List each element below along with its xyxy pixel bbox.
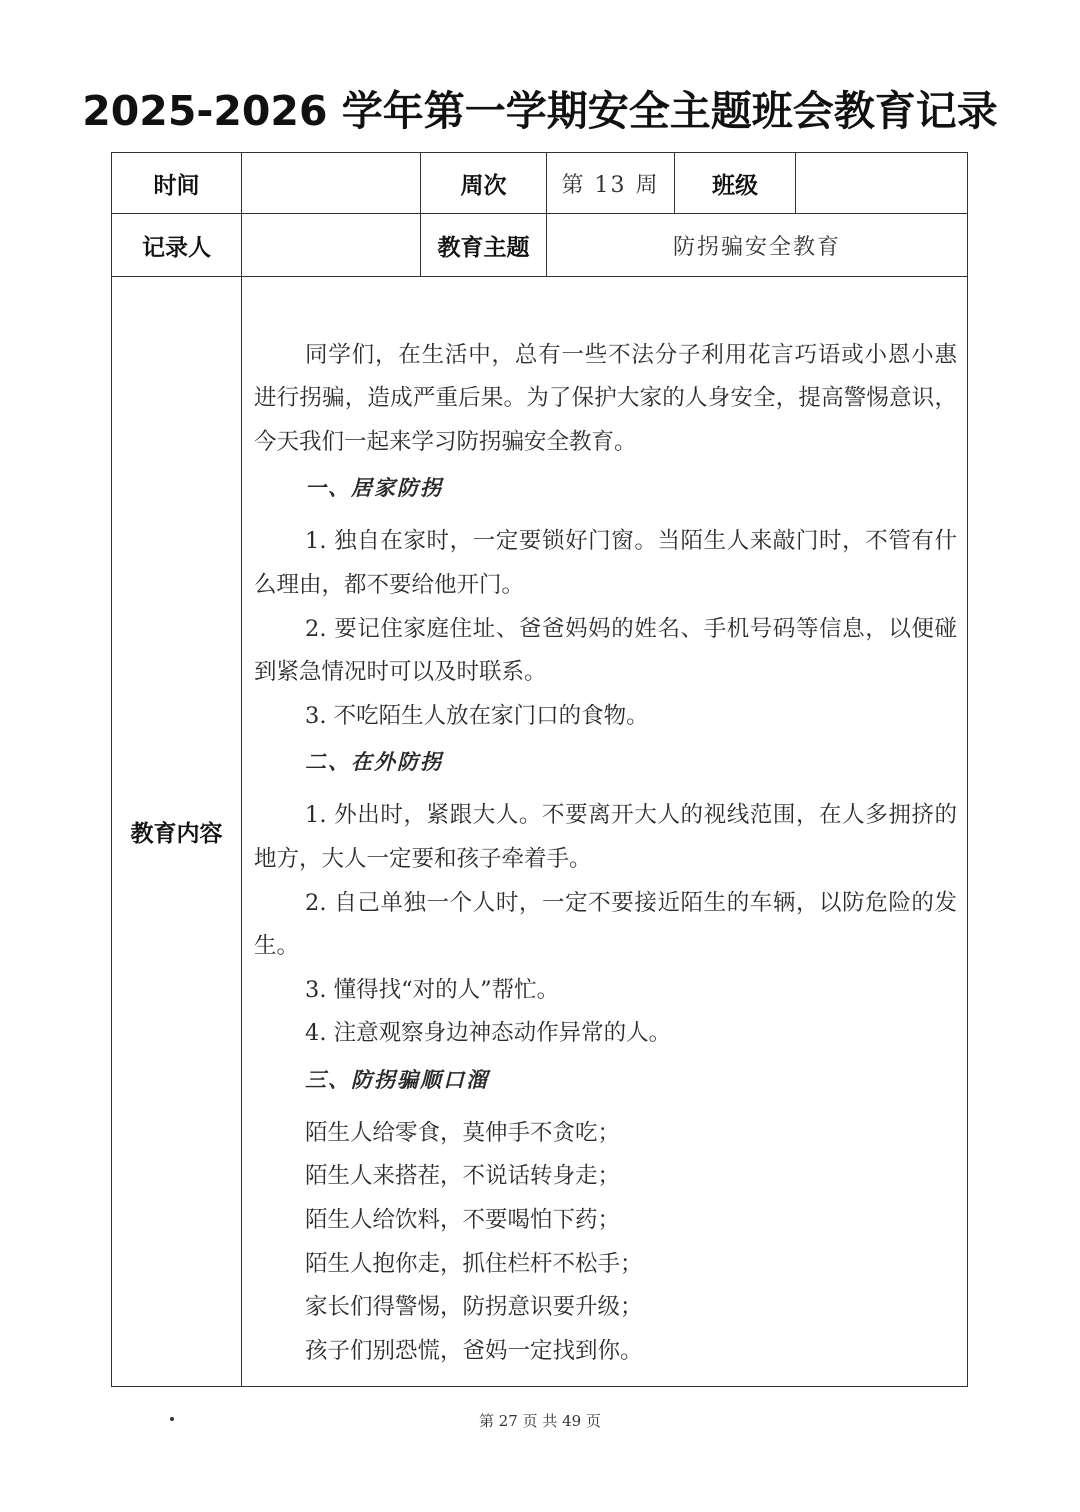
section2-item: 2. 自己单独一个人时，一定不要接近陌生的车辆，以防危险的发生。: [254, 889, 957, 960]
rhyme-line: 陌生人来搭茬，不说话转身走；: [305, 1163, 621, 1190]
section2-item: 3. 懂得找“对的人”帮忙。: [305, 976, 560, 1003]
intro-paragraph: 同学们，在生活中，总有一些不法分子利用花言巧语或小恩小惠进行拐骗，造成严重后果。为了保护大家的人身安全，提高警惕意识，今天我们一起来学习防拐骗安全教育。: [254, 341, 957, 455]
section2-title: 二、在外防拐: [305, 749, 443, 775]
class-label: 班级: [675, 153, 796, 214]
content-cell: [242, 277, 968, 1387]
theme-label: 教育主题: [421, 214, 547, 277]
week-value: 第 13 周: [547, 153, 675, 214]
rhyme-line: 家长们得警惕，防拐意识要升级；: [305, 1294, 643, 1321]
rhyme-line: 孩子们别恐慌，爸妈一定找到你。: [305, 1337, 643, 1364]
section1-item: 3. 不吃陌生人放在家门口的食物。: [305, 702, 649, 729]
section2-item: 4. 注意观察身边神态动作异常的人。: [305, 1020, 672, 1047]
content-label: 教育内容: [112, 277, 242, 1387]
recorder-label: 记录人: [112, 214, 242, 277]
section1-item: 2. 要记住家庭住址、爸爸妈妈的姓名、手机号码等信息，以便碰到紧急情况时可以及时联系。: [254, 615, 957, 686]
week-label: 周次: [421, 153, 547, 214]
recorder-value: [242, 214, 421, 277]
time-value: [242, 153, 421, 214]
page-footer: 第 27 页 共 49 页: [478, 1412, 601, 1430]
rhyme-line: 陌生人抱你走，抓住栏杆不松手；: [305, 1250, 643, 1277]
class-value: [796, 153, 968, 214]
record-table: [111, 152, 968, 1387]
theme-value: 防拐骗安全教育: [547, 214, 968, 277]
section3-title: 三、防拐骗顺口溜: [305, 1066, 489, 1092]
content-body: [242, 290, 967, 1374]
page-title: 2025-2026 学年第一学期安全主题班会教育记录: [82, 87, 998, 135]
section1-item: 1. 独自在家时，一定要锁好门窗。当陌生人来敲门时，不管有什么理由，都不要给他开门。: [254, 528, 957, 598]
rhyme-line: 陌生人给饮料，不要喝怕下药；: [305, 1207, 621, 1234]
section2-item: 1. 外出时，紧跟大人。不要离开大人的视线范围，在人多拥挤的地方，大人一定要和孩子牵着手。: [254, 802, 957, 872]
time-label: 时间: [112, 153, 242, 214]
rhyme-line: 陌生人给零食，莫伸手不贪吃；: [305, 1119, 621, 1146]
section1-title: 一、居家防拐: [305, 475, 443, 501]
